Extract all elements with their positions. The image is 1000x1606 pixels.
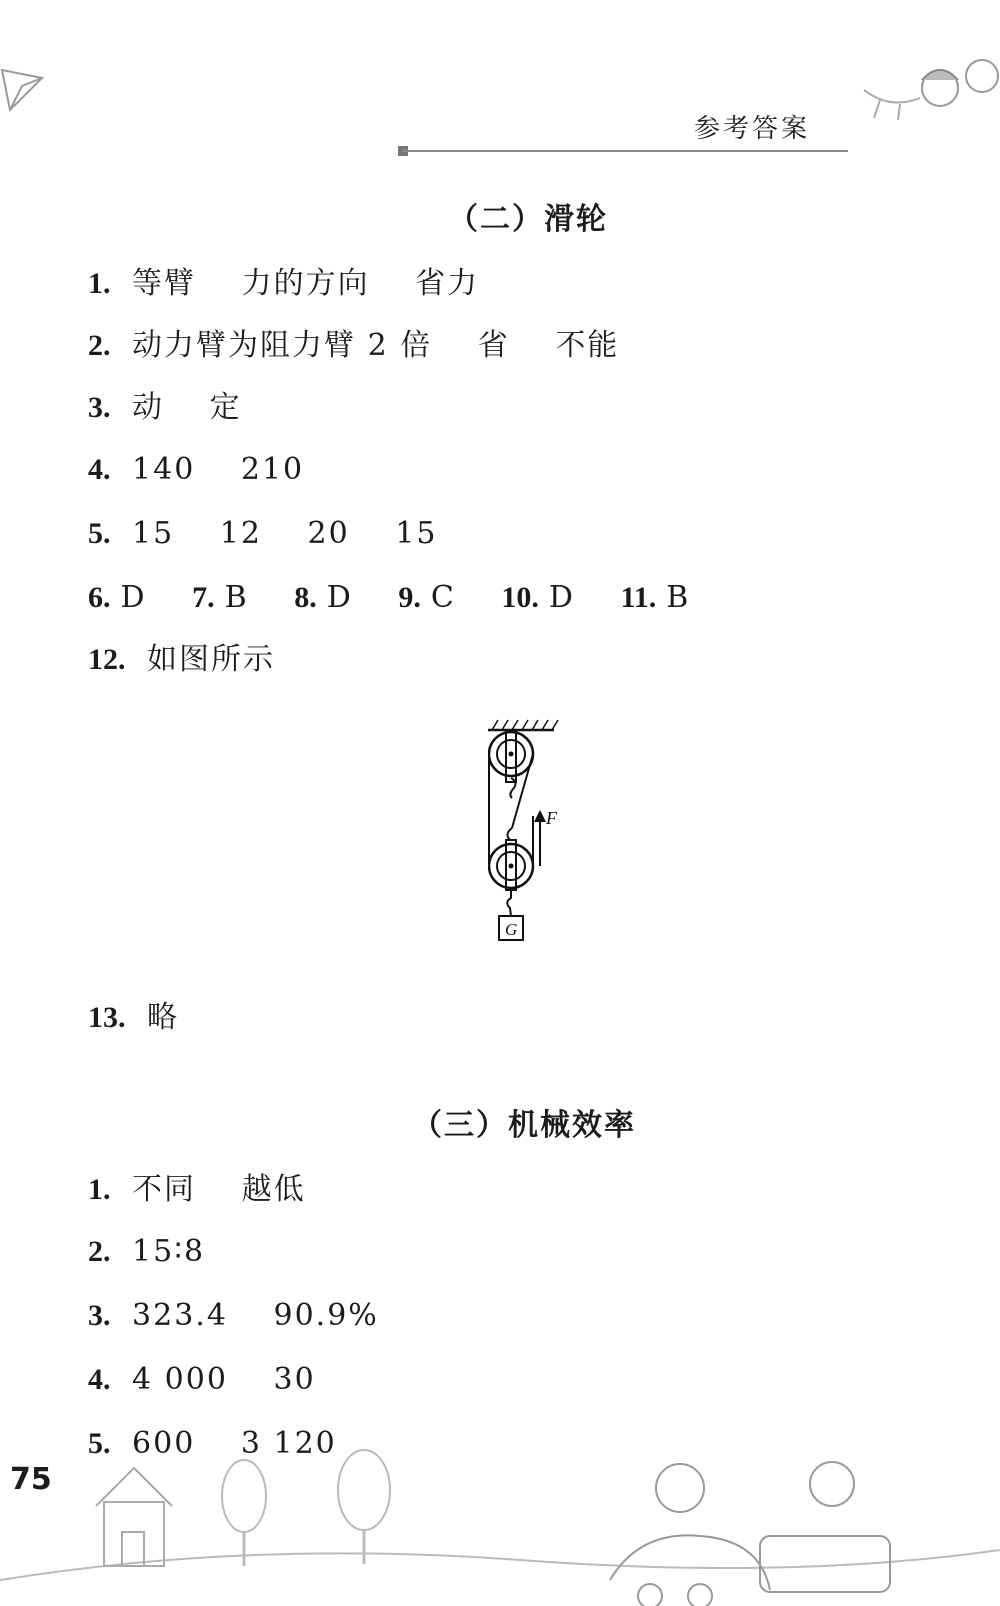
answer-line xyxy=(88,328,655,364)
question-number: 7. xyxy=(192,581,215,614)
question-number: 2. xyxy=(88,1235,111,1268)
answer-value: 4 000 xyxy=(132,1362,228,1397)
question-number: 3. xyxy=(88,391,111,424)
answer-value: 不同 xyxy=(132,1172,197,1207)
fixed-pulley-axle xyxy=(509,752,514,757)
answer-line xyxy=(88,390,278,426)
mc-answer xyxy=(88,580,145,616)
ceiling-hatching xyxy=(492,720,558,730)
question-number: 4. xyxy=(88,1363,111,1396)
answer-value: 省力 xyxy=(415,266,480,301)
answer-value: 省 xyxy=(477,328,510,363)
question-number: 3. xyxy=(88,1299,111,1332)
question-number: 2. xyxy=(88,329,111,362)
paper-plane-illustration xyxy=(0,50,60,120)
answer-value: 140 xyxy=(132,452,196,487)
question-number: 1. xyxy=(88,1173,111,1206)
movable-pulley-axle xyxy=(509,864,514,869)
question-number: 5. xyxy=(88,517,111,550)
answer-value: 15∶8 xyxy=(132,1234,206,1269)
answer-value: D xyxy=(326,580,351,615)
bottom-scenery-illustration xyxy=(0,1440,1000,1606)
answer-value: 定 xyxy=(209,390,242,425)
mc-answer xyxy=(620,580,688,616)
answer-value: D xyxy=(120,580,145,615)
answer-value: B xyxy=(224,580,247,615)
answer-line xyxy=(88,1234,241,1270)
answer-line xyxy=(88,1298,415,1334)
force-label: F xyxy=(546,808,557,828)
question-number: 1. xyxy=(88,267,111,300)
answer-value: 15 xyxy=(132,516,175,551)
answer-value: 动 xyxy=(132,390,165,425)
question-number: 13. xyxy=(88,1001,126,1034)
answer-line-multiple-choice xyxy=(88,580,726,616)
question-number: 4. xyxy=(88,453,111,486)
answer-line xyxy=(88,266,515,302)
question-number: 6. xyxy=(88,581,111,614)
section-title-mechanical-efficiency: （三）机械效率 xyxy=(412,1108,636,1143)
answer-value: B xyxy=(666,580,689,615)
answer-value: 323.4 xyxy=(132,1298,228,1333)
answer-value: 略 xyxy=(147,1000,180,1035)
answer-value: 12 xyxy=(219,516,262,551)
header-label: 参考答案 xyxy=(694,114,811,144)
force-arrow-head xyxy=(534,810,546,822)
answer-line xyxy=(88,1172,342,1208)
answer-value: 20 xyxy=(307,516,350,551)
answer-value: 30 xyxy=(273,1362,316,1397)
question-number: 8. xyxy=(294,581,317,614)
weight-label: G xyxy=(505,920,518,939)
answer-value: 3 120 xyxy=(240,1426,337,1461)
question-number: 10. xyxy=(501,581,539,614)
section-title-pulley: （二）滑轮 xyxy=(448,202,608,237)
answer-line xyxy=(88,1000,215,1036)
movable-pulley-hook xyxy=(507,828,512,840)
question-number: 11. xyxy=(620,581,657,614)
answer-value: 动力臂为阻力臂 2 倍 xyxy=(132,328,433,363)
answer-value: 90.9% xyxy=(273,1298,379,1333)
mc-answer xyxy=(192,580,247,616)
answer-value: 210 xyxy=(240,452,305,487)
header-rule xyxy=(402,150,848,152)
answer-value: 等臂 xyxy=(132,266,197,301)
answer-value: D xyxy=(548,580,573,615)
page-number: 75 xyxy=(10,1462,52,1497)
answer-value: C xyxy=(430,580,454,615)
answer-value: 如图所示 xyxy=(147,642,276,677)
pulley-system-diagram xyxy=(488,716,588,956)
question-number: 9. xyxy=(398,581,421,614)
answer-line xyxy=(88,642,311,678)
mc-answer xyxy=(501,580,573,616)
question-number: 5. xyxy=(88,1427,111,1460)
answer-value: 600 xyxy=(132,1426,196,1461)
answer-value: 力的方向 xyxy=(241,266,370,301)
kids-illustration-top xyxy=(860,40,1000,120)
mc-answer xyxy=(398,580,453,616)
mc-answer xyxy=(294,580,351,616)
weight-hook xyxy=(507,890,511,916)
answer-value: 不能 xyxy=(555,328,620,363)
answer-line xyxy=(88,452,340,488)
question-number: 12. xyxy=(88,643,126,676)
answer-value: 越低 xyxy=(241,1172,306,1207)
answer-line xyxy=(88,1362,352,1398)
answer-line xyxy=(88,516,473,552)
answer-value: 15 xyxy=(395,516,438,551)
